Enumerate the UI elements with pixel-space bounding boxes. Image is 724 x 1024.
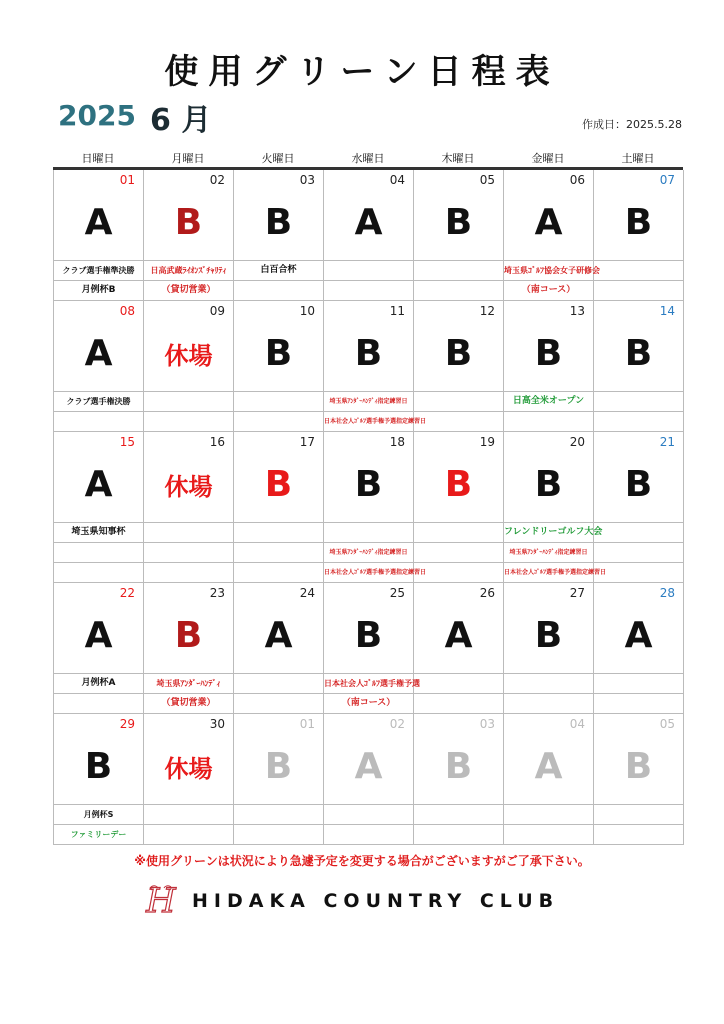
event-cell xyxy=(144,392,234,412)
green-designation: B xyxy=(624,202,653,243)
event-cell xyxy=(54,694,144,714)
green-designation: A xyxy=(534,746,563,787)
green-designation: A xyxy=(534,202,563,243)
event-cell xyxy=(504,694,594,714)
day-cell xyxy=(504,170,594,261)
green-designation: B xyxy=(264,746,293,787)
green-designation: B xyxy=(624,746,653,787)
green-designation: A xyxy=(354,746,383,787)
event-cell xyxy=(414,281,504,301)
day-number: 05 xyxy=(479,173,495,187)
day-cell xyxy=(414,301,504,392)
day-cell xyxy=(234,432,324,523)
club-logo-letter: H xyxy=(146,881,176,921)
club-logo-icon xyxy=(146,881,176,921)
day-number: 10 xyxy=(299,304,315,318)
weekday-fri: 金曜日 xyxy=(531,152,565,165)
event-cell xyxy=(414,825,504,845)
event-cell: ファミリーデー xyxy=(54,825,144,845)
day-row xyxy=(54,301,684,392)
day-cell xyxy=(594,301,684,392)
day-number: 09 xyxy=(209,304,225,318)
day-cell xyxy=(144,170,234,261)
calendar-grid xyxy=(53,170,684,845)
event-cell xyxy=(324,281,414,301)
event-cell xyxy=(594,674,684,694)
calendar-week xyxy=(54,432,684,583)
day-number: 29 xyxy=(119,717,135,731)
green-designation: B xyxy=(354,615,383,656)
event-cell xyxy=(324,825,414,845)
event-cell: 日本社会人ｺﾞﾙﾌ選手権予選指定練習日 xyxy=(504,563,594,583)
event-row xyxy=(54,281,684,301)
day-number: 20 xyxy=(569,435,585,449)
event-cell xyxy=(414,523,504,543)
green-designation: B xyxy=(354,464,383,505)
green-designation: A xyxy=(84,464,113,505)
weekday-header xyxy=(53,150,683,170)
day-number: 14 xyxy=(659,304,675,318)
event-cell xyxy=(504,674,594,694)
event-cell xyxy=(414,694,504,714)
event-cell: （貸切営業） xyxy=(144,281,234,301)
event-cell: 埼玉県ｱﾝﾀﾞｰﾊﾝﾃﾞｨ指定練習日 xyxy=(324,543,414,563)
created-date: 作成日：2025.5.28 xyxy=(582,118,682,131)
day-number: 24 xyxy=(299,586,315,600)
day-number: 05 xyxy=(659,717,675,731)
weekday-tue: 火曜日 xyxy=(261,152,295,165)
event-row xyxy=(54,412,684,432)
event-cell xyxy=(594,392,684,412)
event-cell: 埼玉県知事杯 xyxy=(54,523,144,543)
club-name: HIDAKA COUNTRY CLUB xyxy=(192,890,560,912)
green-designation: B xyxy=(534,333,563,374)
event-cell xyxy=(234,805,324,825)
day-cell xyxy=(414,170,504,261)
event-cell xyxy=(504,825,594,845)
event-cell xyxy=(324,805,414,825)
calendar-week xyxy=(54,583,684,714)
event-row xyxy=(54,805,684,825)
event-cell xyxy=(594,281,684,301)
green-designation: A xyxy=(84,333,113,374)
event-cell xyxy=(594,523,684,543)
green-designation: B xyxy=(534,464,563,505)
event-cell xyxy=(594,563,684,583)
green-designation: B xyxy=(444,464,473,505)
day-number: 16 xyxy=(209,435,225,449)
event-row xyxy=(54,563,684,583)
day-row xyxy=(54,714,684,805)
day-cell xyxy=(144,714,234,805)
event-cell xyxy=(144,412,234,432)
green-designation: B xyxy=(84,746,113,787)
month-label: 6 月 xyxy=(150,103,212,138)
green-designation: B xyxy=(444,333,473,374)
event-cell: フレンドリーゴルフ大会 xyxy=(504,523,594,543)
green-designation: A xyxy=(264,615,293,656)
event-cell: （南コース） xyxy=(504,281,594,301)
day-number: 18 xyxy=(389,435,405,449)
day-row xyxy=(54,583,684,674)
day-number: 02 xyxy=(209,173,225,187)
event-row xyxy=(54,261,684,281)
day-cell xyxy=(54,583,144,674)
day-cell xyxy=(324,714,414,805)
event-cell: 日本社会人ｺﾞﾙﾌ選手権予選 xyxy=(324,674,414,694)
day-cell xyxy=(234,301,324,392)
event-cell xyxy=(324,523,414,543)
green-designation: B xyxy=(624,333,653,374)
day-cell xyxy=(144,432,234,523)
green-designation: B xyxy=(624,464,653,505)
day-cell xyxy=(414,432,504,523)
day-cell xyxy=(594,432,684,523)
day-number: 28 xyxy=(659,586,675,600)
day-number: 01 xyxy=(299,717,315,731)
day-cell xyxy=(144,583,234,674)
day-cell xyxy=(54,714,144,805)
day-cell xyxy=(144,301,234,392)
day-number: 04 xyxy=(389,173,405,187)
event-cell: 日本社会人ｺﾞﾙﾌ選手権予選指定練習日 xyxy=(324,563,414,583)
green-designation: B xyxy=(264,464,293,505)
day-number: 06 xyxy=(569,173,585,187)
green-designation: B xyxy=(444,746,473,787)
event-cell xyxy=(594,825,684,845)
event-cell xyxy=(234,281,324,301)
event-cell: （貸切営業） xyxy=(144,694,234,714)
weekday-sun: 日曜日 xyxy=(81,152,115,165)
day-cell xyxy=(54,432,144,523)
event-cell xyxy=(504,805,594,825)
day-cell xyxy=(594,714,684,805)
event-cell xyxy=(234,412,324,432)
event-cell xyxy=(234,543,324,563)
event-cell: 日本社会人ｺﾞﾙﾌ選手権予選指定練習日 xyxy=(324,412,414,432)
page-title: 使用グリーン日程表 xyxy=(164,52,560,92)
day-cell xyxy=(234,170,324,261)
event-cell xyxy=(234,694,324,714)
event-cell: 埼玉県ｱﾝﾀﾞｰﾊﾝﾃﾞｨ xyxy=(144,674,234,694)
day-row xyxy=(54,432,684,523)
day-number: 23 xyxy=(209,586,225,600)
green-designation: A xyxy=(624,615,653,656)
event-cell: 月例杯S xyxy=(54,805,144,825)
day-number: 25 xyxy=(389,586,405,600)
event-cell xyxy=(594,412,684,432)
event-row xyxy=(54,543,684,563)
green-designation: A xyxy=(84,615,113,656)
day-number: 01 xyxy=(119,173,135,187)
calendar-week xyxy=(54,301,684,432)
event-cell: 月例杯B xyxy=(54,281,144,301)
day-cell xyxy=(54,301,144,392)
day-number: 02 xyxy=(389,717,405,731)
event-cell xyxy=(234,523,324,543)
event-cell: （南コース） xyxy=(324,694,414,714)
day-cell xyxy=(324,301,414,392)
day-cell xyxy=(234,714,324,805)
green-designation: B xyxy=(264,333,293,374)
event-row xyxy=(54,694,684,714)
green-designation: B xyxy=(354,333,383,374)
green-designation: A xyxy=(354,202,383,243)
event-cell: 日高全米オープン xyxy=(504,392,594,412)
green-designation: B xyxy=(534,615,563,656)
weekday-mon: 月曜日 xyxy=(171,152,205,165)
green-designation: B xyxy=(174,615,203,656)
day-number: 27 xyxy=(569,586,585,600)
green-designation: 休場 xyxy=(164,755,213,783)
event-cell xyxy=(144,805,234,825)
day-cell xyxy=(504,714,594,805)
event-cell xyxy=(234,674,324,694)
day-cell xyxy=(594,170,684,261)
green-designation: 休場 xyxy=(164,342,213,370)
green-designation: A xyxy=(444,615,473,656)
green-designation: B xyxy=(174,202,203,243)
day-number: 04 xyxy=(569,717,585,731)
day-number: 22 xyxy=(119,586,135,600)
event-cell xyxy=(594,805,684,825)
day-row xyxy=(54,170,684,261)
day-cell xyxy=(504,583,594,674)
day-cell xyxy=(324,432,414,523)
event-cell: 日高武蔵ﾗｲｵﾝｽﾞﾁｬﾘﾃｨ xyxy=(144,261,234,281)
day-number: 11 xyxy=(389,304,405,318)
event-cell xyxy=(414,392,504,412)
green-designation: B xyxy=(264,202,293,243)
day-number: 17 xyxy=(299,435,315,449)
day-number: 12 xyxy=(479,304,495,318)
calendar-week xyxy=(54,714,684,845)
calendar-week xyxy=(54,170,684,301)
event-cell: 埼玉県ｱﾝﾀﾞｰﾊﾝﾃﾞｨ指定練習日 xyxy=(504,543,594,563)
day-number: 26 xyxy=(479,586,495,600)
event-cell xyxy=(234,563,324,583)
event-cell xyxy=(144,523,234,543)
event-cell xyxy=(414,412,504,432)
event-row xyxy=(54,674,684,694)
event-cell xyxy=(144,543,234,563)
day-cell xyxy=(414,714,504,805)
event-cell xyxy=(504,412,594,432)
day-number: 19 xyxy=(479,435,495,449)
day-number: 03 xyxy=(299,173,315,187)
day-number: 03 xyxy=(479,717,495,731)
day-cell xyxy=(234,583,324,674)
weekday-sat: 土曜日 xyxy=(621,152,655,165)
day-cell xyxy=(414,583,504,674)
event-row xyxy=(54,523,684,543)
event-cell xyxy=(234,392,324,412)
event-cell xyxy=(414,674,504,694)
day-number: 30 xyxy=(209,717,225,731)
event-cell xyxy=(144,563,234,583)
event-cell xyxy=(594,261,684,281)
day-cell xyxy=(324,583,414,674)
day-number: 21 xyxy=(659,435,675,449)
event-cell xyxy=(414,261,504,281)
event-cell xyxy=(594,694,684,714)
event-cell: 埼玉県ｱﾝﾀﾞｰﾊﾝﾃﾞｨ指定練習日 xyxy=(324,392,414,412)
day-cell xyxy=(594,583,684,674)
day-number: 07 xyxy=(659,173,675,187)
event-cell xyxy=(594,543,684,563)
day-cell xyxy=(324,170,414,261)
event-cell xyxy=(414,805,504,825)
event-cell xyxy=(54,563,144,583)
green-designation: A xyxy=(84,202,113,243)
event-cell: クラブ選手権準決勝 xyxy=(54,261,144,281)
day-number: 08 xyxy=(119,304,135,318)
notice-text: ※使用グリーンは状況により急遽予定を変更する場合がございますがご了承下さい。 xyxy=(134,854,590,868)
green-designation: B xyxy=(444,202,473,243)
event-cell xyxy=(234,825,324,845)
green-designation: 休場 xyxy=(164,473,213,501)
event-row xyxy=(54,392,684,412)
event-cell: 白百合杯 xyxy=(234,261,324,281)
event-cell: 埼玉県ｺﾞﾙﾌ協会女子研修会 xyxy=(504,261,594,281)
day-cell xyxy=(504,301,594,392)
event-cell xyxy=(324,261,414,281)
event-cell xyxy=(54,543,144,563)
day-cell xyxy=(504,432,594,523)
event-cell xyxy=(414,563,504,583)
year-label: 2025 xyxy=(58,99,136,132)
event-cell xyxy=(144,825,234,845)
event-cell xyxy=(414,543,504,563)
event-cell: クラブ選手権決勝 xyxy=(54,392,144,412)
weekday-wed: 水曜日 xyxy=(351,152,385,165)
weekday-thu: 木曜日 xyxy=(441,152,475,165)
event-cell: 月例杯A xyxy=(54,674,144,694)
day-number: 15 xyxy=(119,435,135,449)
day-cell xyxy=(54,170,144,261)
event-cell xyxy=(54,412,144,432)
event-row xyxy=(54,825,684,845)
day-number: 13 xyxy=(569,304,585,318)
